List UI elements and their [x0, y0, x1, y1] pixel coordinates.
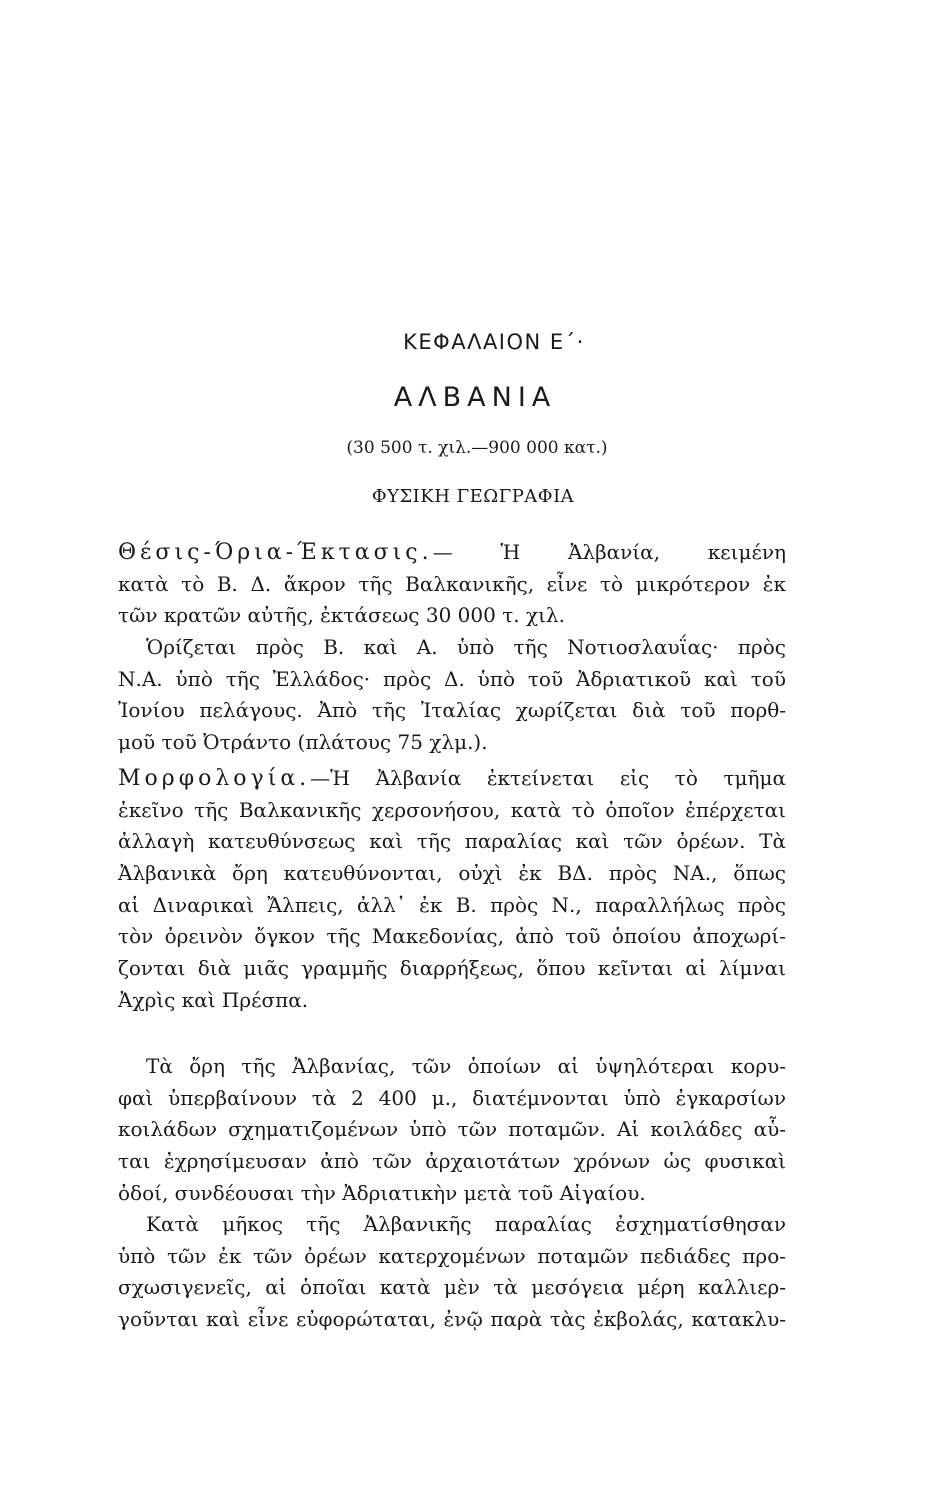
- paragraph-line: ὁδοί, συνδέουσαι τὴν Ἀδριατικὴν μετὰ τοῦ Αἰγαίου.: [118, 1180, 646, 1205]
- section-title: [0, 486, 936, 507]
- paragraph-line: Ὁρίζεται πρὸς Β. καὶ Α. ὑπὸ τῆς Νοτιοσλαυΐας· πρὸς: [146, 635, 786, 659]
- paragraph-line: κατὰ τὸ Β. Δ. ἄκρον τῆς Βαλκανικῆς, εἶνε τὸ μικρότερον ἐκ: [118, 571, 786, 596]
- paragraph-line: αἱ Διναρικαὶ Ἄλπεις, ἀλλ᾽ ἐκ Β. πρὸς Ν., παραλλήλως πρὸς: [118, 892, 786, 917]
- paragraph-line: Ν.Α. ὑπὸ τῆς Ἑλλάδος· πρὸς Δ. ὑπὸ τοῦ Ἀδριατικοῦ καὶ τοῦ: [118, 666, 786, 691]
- paragraph-line: τῶν κρατῶν αὐτῆς, ἐκτάσεως 30 000 τ. χιλ.: [118, 603, 565, 628]
- paragraph-line: Κατὰ μῆκος τῆς Ἀλβανικῆς παραλίας ἐσχηματίσθησαν: [146, 1212, 786, 1236]
- paragraph-coastal-plains: [118, 1209, 786, 1336]
- paragraph-line: [118, 763, 786, 795]
- area-population-stats: [0, 438, 936, 458]
- section-title-text: ΦΥΣΙΚΗ ΓΕΩΓΡΑΦΙΑ: [371, 486, 575, 507]
- paragraph-morphology: [118, 763, 786, 1017]
- paragraph-line: Ἀλβανικὰ ὄρη κατευθύνονται, οὐχὶ ἐκ ΒΔ. πρὸς ΝΑ., ὅπως: [118, 861, 786, 886]
- paragraph-line: ζονται διὰ μιᾶς γραμμῆς διαρρήξεως, ὅπου κεῖνται αἱ λίμναι: [118, 956, 786, 981]
- paragraph-line: Τὰ ὄρη τῆς Ἀλβανίας, τῶν ὁποίων αἱ ὑψηλότεραι κορυ-: [146, 1054, 786, 1078]
- line-text: — Ἡ Ἀλβανία, κειμένη: [432, 540, 786, 564]
- line-text: —Ἡ Ἀλβανία ἐκτείνεται εἰς τὸ τμῆμα: [310, 766, 786, 790]
- chapter-heading: [0, 330, 936, 354]
- paragraph-line: ἐκεῖνο τῆς Βαλκανικῆς χερσονήσου, κατὰ τὸ ὁποῖον ἐπέρχεται: [118, 797, 786, 822]
- paragraph-borders: [118, 632, 786, 759]
- chapter-label: ΚΕΦΑΛΑΙΟΝ Ε΄·: [403, 330, 585, 354]
- paragraph-line: ὑπὸ τῶν ἐκ τῶν ὀρέων κατερχομένων ποταμῶν πεδιάδες προ-: [118, 1243, 786, 1268]
- paragraph-position: [118, 537, 786, 632]
- paragraph-line: κοιλάδων σχηματιζομένων ὑπὸ τῶν ποταμῶν. Αἱ κοιλάδες αὗ-: [118, 1117, 786, 1142]
- paragraph-line: τὸν ὀρεινὸν ὄγκον τῆς Μακεδονίας, ἀπὸ τοῦ ὁποίου ἀποχωρί-: [118, 924, 786, 949]
- paragraph-line: γοῦνται καὶ εἶνε εὐφορώταται, ἐνῷ παρὰ τὰς ἐκβολάς, κατακλυ-: [118, 1307, 786, 1332]
- paragraph-line: Ἀχρὶς καὶ Πρέσπα.: [118, 987, 309, 1012]
- country-name: ΑΛΒΑΝΙΑ: [393, 382, 557, 413]
- stats-text: (30 500 τ. χιλ.—900 000 κατ.): [346, 438, 608, 458]
- paragraph-line: ται ἐχρησίμευσαν ἀπὸ τῶν ἀρχαιοτάτων χρόνων ὡς φυσικαὶ: [118, 1149, 786, 1174]
- paragraph-line: φαὶ ὑπερβαίνουν τὰ 2 400 μ., διατέμνονται ὑπὸ ἐγκαρσίων: [118, 1085, 786, 1110]
- country-title: [0, 382, 936, 413]
- paragraph-line: Ἰονίου πελάγους. Ἀπὸ τῆς Ἰταλίας χωρίζεται διὰ τοῦ πορθ-: [118, 698, 786, 723]
- paragraph-line: [118, 537, 786, 569]
- paragraph-line: μοῦ τοῦ Ὀτράντο (πλάτους 75 χλμ.).: [118, 730, 488, 755]
- subsection-heading: Θέσις-Όρια-Έκτασις.: [118, 540, 433, 565]
- paragraph-line: ἀλλαγὴ κατευθύνσεως καὶ τῆς παραλίας καὶ τῶν ὀρέων. Τὰ: [118, 829, 786, 854]
- paragraph-mountains: [118, 1051, 786, 1209]
- paragraph-line: σχωσιγενεῖς, αἱ ὁποῖαι κατὰ μὲν τὰ μεσόγεια μέρη καλλιερ-: [118, 1275, 786, 1300]
- subsection-heading: Μορφολογία.: [118, 766, 311, 791]
